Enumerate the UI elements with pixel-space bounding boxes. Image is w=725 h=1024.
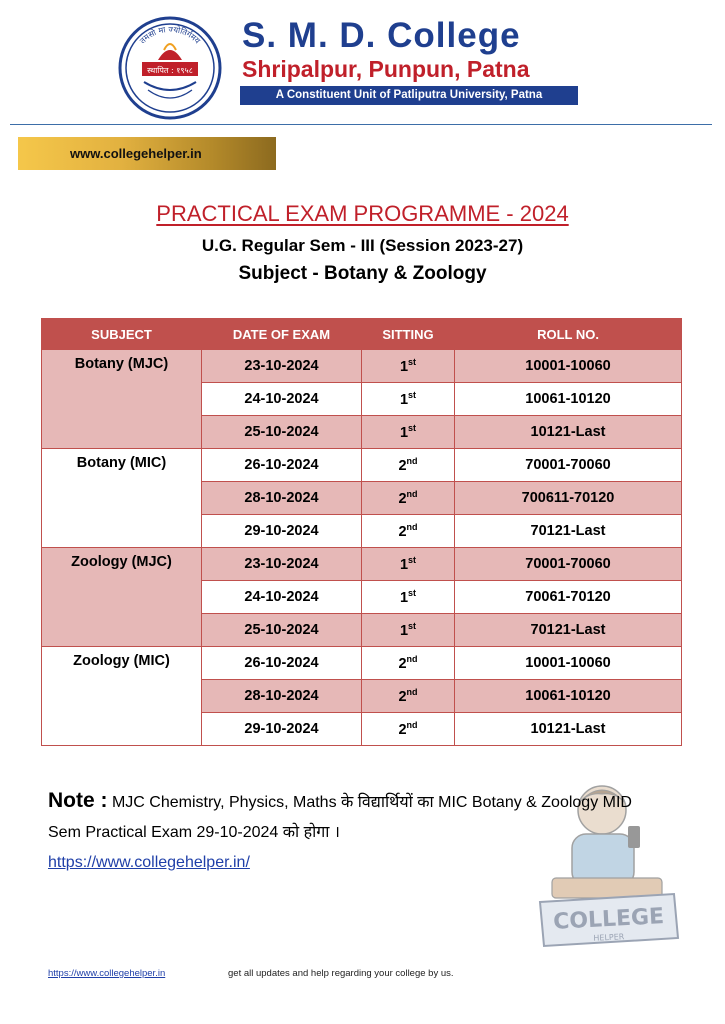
date-cell: 26-10-2024 xyxy=(202,449,362,482)
sitting-cell: 1st xyxy=(362,350,455,383)
sitting-cell: 2nd xyxy=(362,482,455,515)
subject-cell: Zoology (MJC) xyxy=(42,548,202,647)
sitting-cell: 2nd xyxy=(362,449,455,482)
header-divider xyxy=(10,124,712,125)
date-cell: 24-10-2024 xyxy=(202,581,362,614)
roll-cell: 70121-Last xyxy=(455,515,682,548)
table-row xyxy=(42,449,682,482)
footer-tagline: get all updates and help regarding your college by us. xyxy=(228,968,454,979)
header-date: DATE OF EXAM xyxy=(202,319,362,350)
university-affiliation: A Constituent Unit of Patliputra University, Patna xyxy=(240,86,578,105)
seal-year: स्थापित : १९५८ xyxy=(147,66,193,75)
subject-subtitle: Subject - Botany & Zoology xyxy=(238,263,487,284)
session-subtitle: U.G. Regular Sem - III (Session 2023-27) xyxy=(201,236,524,255)
roll-cell: 10121-Last xyxy=(455,713,682,746)
date-cell: 29-10-2024 xyxy=(202,713,362,746)
mascot-badge-top: COLLEGE xyxy=(552,904,665,935)
college-seal-logo xyxy=(118,16,222,120)
note-text: MJC Chemistry, Physics, Maths के विद्यार्थियों का MIC Botany & Zoology MID Sem Practical Exam 29-10-2024 को होगा । xyxy=(48,794,632,841)
footer-website-link[interactable]: https://www.collegehelper.in xyxy=(48,968,166,979)
roll-cell: 70001-70060 xyxy=(455,548,682,581)
roll-cell: 10061-10120 xyxy=(455,383,682,416)
roll-cell: 70121-Last xyxy=(455,614,682,647)
table-row xyxy=(42,548,682,581)
subject-cell: Botany (MIC) xyxy=(42,449,202,548)
roll-cell: 10121-Last xyxy=(455,416,682,449)
sitting-cell: 1st xyxy=(362,383,455,416)
sitting-cell: 1st xyxy=(362,416,455,449)
roll-cell: 10061-10120 xyxy=(455,680,682,713)
college-name: S. M. D. College xyxy=(242,16,521,55)
roll-cell: 70001-70060 xyxy=(455,449,682,482)
roll-cell: 70061-70120 xyxy=(455,581,682,614)
date-cell: 28-10-2024 xyxy=(202,482,362,515)
table-row xyxy=(42,647,682,680)
sitting-cell: 2nd xyxy=(362,515,455,548)
date-cell: 26-10-2024 xyxy=(202,647,362,680)
sitting-cell: 2nd xyxy=(362,647,455,680)
sitting-cell: 1st xyxy=(362,548,455,581)
date-cell: 28-10-2024 xyxy=(202,680,362,713)
website-banner-text: www.collegehelper.in xyxy=(70,146,202,161)
note-label: Note : xyxy=(48,789,108,812)
sitting-cell: 1st xyxy=(362,614,455,647)
seal-motto: तमसो मा ज्योतिर्गमय xyxy=(138,24,202,46)
sitting-cell: 1st xyxy=(362,581,455,614)
roll-cell: 700611-70120 xyxy=(455,482,682,515)
note-paragraph xyxy=(48,786,658,878)
sitting-cell: 2nd xyxy=(362,680,455,713)
date-cell: 29-10-2024 xyxy=(202,515,362,548)
sitting-cell: 2nd xyxy=(362,713,455,746)
exam-title: PRACTICAL EXAM PROGRAMME - 2024 xyxy=(156,201,569,226)
table-header-row xyxy=(42,319,682,350)
date-cell: 25-10-2024 xyxy=(202,614,362,647)
header-roll-no: ROLL NO. xyxy=(455,319,682,350)
roll-cell: 10001-10060 xyxy=(455,350,682,383)
date-cell: 24-10-2024 xyxy=(202,383,362,416)
table-row xyxy=(42,350,682,383)
subject-cell: Botany (MJC) xyxy=(42,350,202,449)
header-sitting: SITTING xyxy=(362,319,455,350)
date-cell: 23-10-2024 xyxy=(202,548,362,581)
subject-cell: Zoology (MIC) xyxy=(42,647,202,746)
roll-cell: 10001-10060 xyxy=(455,647,682,680)
exam-schedule-table xyxy=(41,318,682,746)
date-cell: 23-10-2024 xyxy=(202,350,362,383)
website-banner xyxy=(18,137,276,170)
date-cell: 25-10-2024 xyxy=(202,416,362,449)
mascot-badge-bottom: HELPER xyxy=(593,932,625,943)
college-location: Shripalpur, Punpun, Patna xyxy=(242,56,530,82)
header-subject: SUBJECT xyxy=(42,319,202,350)
note-website-link[interactable]: https://www.collegehelper.in/ xyxy=(48,854,250,871)
